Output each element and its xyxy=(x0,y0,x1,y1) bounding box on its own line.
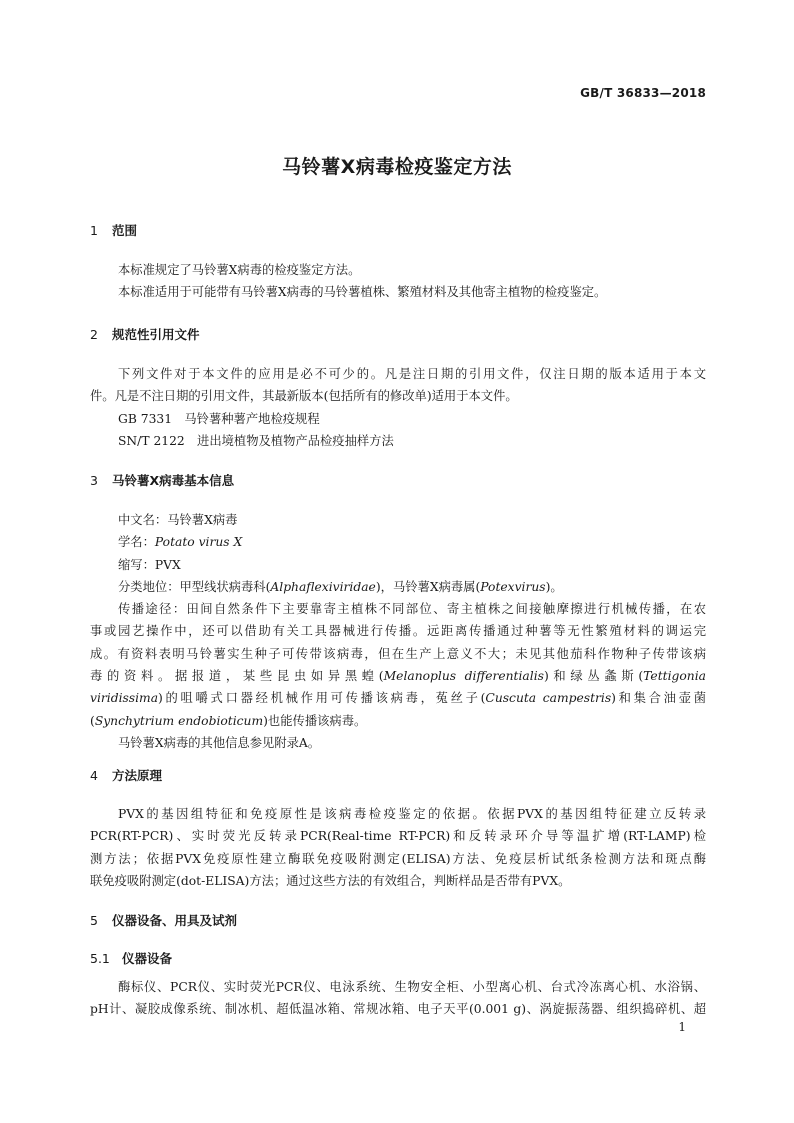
section-5-1-heading xyxy=(90,949,172,967)
transmission-line: 毒的资料。据报道，某些昆虫如异黑蝗(Melanoplus differentialis)和绿丛螽斯(Tettigonia xyxy=(90,669,706,684)
section-number: 1 xyxy=(90,223,98,238)
paragraph-line: 测方法；依据PVX免疫原性建立酶联免疫吸附测定(ELISA)方法、免疫层析试纸条检测方法和斑点酶 xyxy=(90,851,706,866)
paragraph-line: 件。凡是不注日期的引用文件，其最新版本(包括所有的修改单)适用于本文件。 xyxy=(90,389,518,404)
annex-reference: 马铃薯X病毒的其他信息参见附录A。 xyxy=(118,735,321,750)
paragraph-line: 酶标仪、PCR仪、实时荧光PCR仪、电泳系统、生物安全柜、小型离心机、台式冷冻离心机、水浴锅、 xyxy=(118,980,706,994)
section-3-heading xyxy=(90,471,234,489)
section-number: 2 xyxy=(90,327,98,342)
paragraph-line: pH计、凝胶成像系统、制冰机、超低温冰箱、常规冰箱、电子天平(0.001 g)、涡旋振荡器、组织捣碎机、超 xyxy=(90,1002,706,1017)
section-title: 范围 xyxy=(112,223,138,238)
section-4-heading xyxy=(90,766,162,784)
section-3-body xyxy=(90,509,706,754)
paragraph-line: 下列文件对于本文件的应用是必不可少的。凡是注日期的引用文件，仅注日期的版本适用于本文 xyxy=(118,367,706,381)
scientific-name: 学名：Potato virus X xyxy=(118,535,243,550)
section-number: 5 xyxy=(90,913,98,928)
section-title: 仪器设备 xyxy=(122,951,173,966)
reference-item: SN/T 2122 进出境植物及植物产品检疫抽样方法 xyxy=(118,433,394,448)
transmission-line: (Synchytrium endobioticum)也能传播该病毒。 xyxy=(90,713,367,728)
abbreviation: 缩写：PVX xyxy=(118,557,181,572)
section-1-heading xyxy=(90,221,137,239)
section-2-body xyxy=(90,363,706,452)
reference-item: GB 7331 马铃薯种薯产地检疫规程 xyxy=(118,411,320,426)
section-5-heading xyxy=(90,911,237,929)
section-number: 5.1 xyxy=(90,951,110,966)
section-5-1-body xyxy=(90,976,706,1021)
paragraph: 本标准适用于可能带有马铃薯X病毒的马铃薯植株、繁殖材料及其他寄主植物的检疫鉴定。 xyxy=(118,285,607,300)
document-title: 马铃薯X病毒检疫鉴定方法 xyxy=(282,156,512,178)
paragraph: 本标准规定了马铃薯X病毒的检疫鉴定方法。 xyxy=(118,263,361,277)
section-title: 方法原理 xyxy=(112,768,163,783)
section-title: 仪器设备、用具及试剂 xyxy=(112,913,238,928)
section-1-body xyxy=(90,259,706,304)
taxonomy: 分类地位：甲型线状病毒科(Alphaflexiviridae)，马铃薯X病毒属(Potexvirus)。 xyxy=(118,579,563,594)
section-2-heading xyxy=(90,325,200,343)
transmission-line: viridissima)的咀嚼式口器经机械作用可传播该病毒，菟丝子(Cuscuta campestris)和集合油壶菌 xyxy=(90,691,706,706)
paragraph-line: PCR(RT-PCR)、实时荧光反转录PCR(Real-time RT-PCR)和反转录环介导等温扩增(RT-LAMP)检 xyxy=(90,829,706,844)
section-title: 规范性引用文件 xyxy=(112,327,200,342)
section-4-body xyxy=(90,803,706,892)
chinese-name: 中文名：马铃薯X病毒 xyxy=(118,513,238,527)
section-title: 马铃薯X病毒基本信息 xyxy=(112,473,235,488)
section-number: 3 xyxy=(90,473,98,488)
transmission-line: 成。有资料表明马铃薯实生种子可传带该病毒，但在生产上意义不大；未见其他茄科作物种子传带该病 xyxy=(90,646,706,661)
paragraph-line: PVX的基因组特征和免疫原性是该病毒检疫鉴定的依据。依据PVX的基因组特征建立反转录 xyxy=(118,807,706,821)
transmission-line: 事或园艺操作中，还可以借助有关工具器械进行传播。远距离传播通过种薯等无性繁殖材料的调运完 xyxy=(90,624,706,639)
page-number: 1 xyxy=(678,1020,686,1034)
paragraph-line: 联免疫吸附测定(dot-ELISA)方法；通过这些方法的有效组合，判断样品是否带有PVX。 xyxy=(90,873,571,888)
standard-code: GB/T 36833—2018 xyxy=(580,86,706,100)
section-number: 4 xyxy=(90,768,98,783)
transmission-line: 传播途径：田间自然条件下主要靠寄主植株不同部位、寄主植株之间接触摩擦进行机械传播，在农 xyxy=(118,602,706,617)
